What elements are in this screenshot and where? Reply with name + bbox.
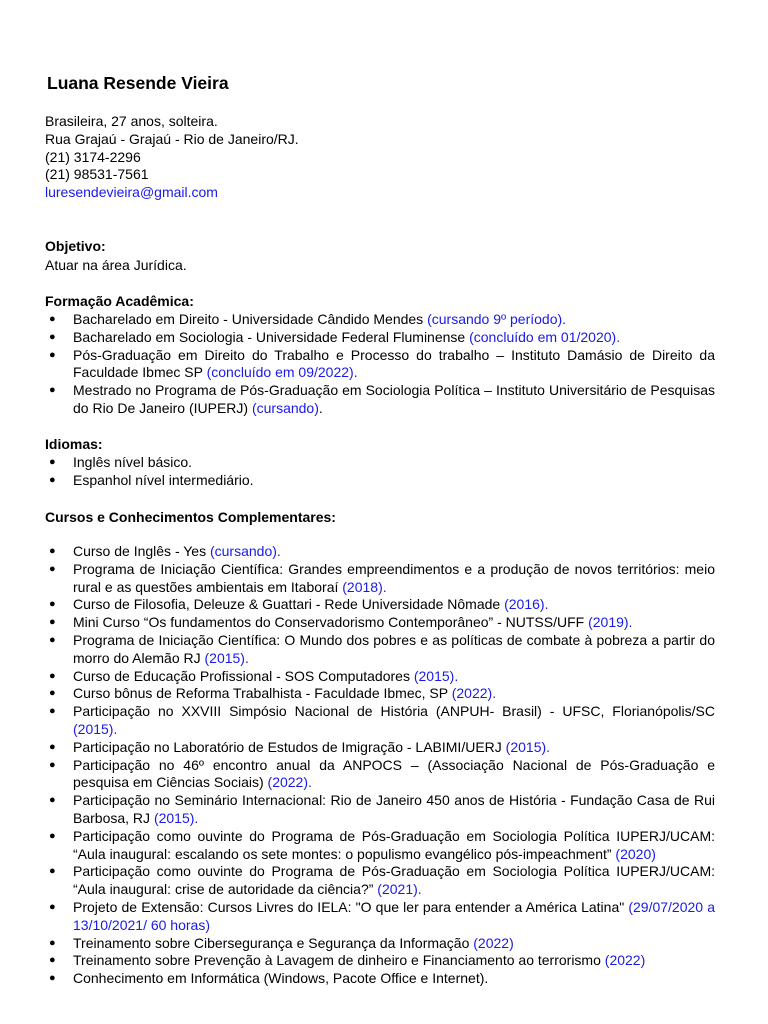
phone-2: (21) 98531-7561 (45, 166, 149, 183)
languages-item-text: Inglês nível básico. (73, 454, 193, 470)
courses-item-highlight: (cursando). (209, 543, 281, 559)
courses-item (45, 703, 715, 739)
education-item (45, 382, 715, 418)
courses-item-text: Participação como ouvinte do Programa de Pós-Graduação em Sociologia Política IUPERJ/UCAM: “Aula inaugural: escalando os sete montes: o populismo evangélico pós-impeachment” (73, 827, 715, 862)
courses-item-text: Participação como ouvinte do Programa de Pós-Graduação em Sociologia Política IUPERJ/UCAM: “Aula inaugural: crise de autoridade da ciência?” (73, 863, 715, 898)
courses-item-text: Projeto de Extensão: Cursos Livres do IELA: "O que ler para entender a América Latina" (73, 898, 629, 915)
courses-item-text: Programa de Iniciação Científica: Grandes empreendimentos e a produção de novos territórios: meio rural e as questões ambientais em Itaboraí (73, 560, 715, 595)
education-item (45, 329, 715, 347)
courses-item-text: Treinamento sobre Cibersegurança e Segurança da Informação (73, 934, 474, 951)
courses-item-text: Mini Curso “Os fundamentos do Conservadorismo Contemporâneo” - NUTSS/UFF (73, 614, 589, 631)
courses-item-highlight: (2022) (604, 952, 646, 969)
personal-info: Brasileira, 27 anos, solteira. (45, 113, 218, 129)
courses-item (45, 685, 715, 703)
courses-item-highlight: (2015). (204, 649, 249, 666)
person-name: Luana Resende Vieira (47, 73, 229, 93)
courses-item (45, 792, 715, 828)
education-item-text: Mestrado no Programa de Pós-Graduação em Sociologia Política – Instituto Universitário de Pesquisas do Rio De Janeiro (IUPERJ) (73, 382, 715, 416)
courses-item-text: Participação no Laboratório de Estudos de Imigração - LABIMI/UERJ (73, 738, 506, 755)
education-item-text: Bacharelado em Direito - Universidade Cândido Mendes (73, 311, 428, 327)
objective-text: Atuar na área Jurídica. (45, 257, 187, 273)
courses-item-highlight: (2015). (413, 667, 459, 684)
education-list (45, 311, 715, 418)
courses-item (45, 970, 715, 988)
languages-item (45, 454, 715, 472)
courses-item-highlight: (29/07/2020 a 13/10/2021/ 60 horas) (73, 898, 716, 933)
courses-item-highlight: (2022). (451, 685, 497, 702)
education-item (45, 311, 715, 329)
courses-item-text: Participação no Seminário Internacional: Rio de Janeiro 450 anos de História - Fundação Casa de Rui Barbosa, RJ (73, 792, 715, 826)
courses-item-highlight: (2022). (267, 774, 312, 791)
courses-item-text: Participação no 46º encontro anual da ANPOCS – (Associação Nacional de Pós-Graduação e pesquisa em Ciências Sociais) (73, 756, 715, 791)
courses-item (45, 863, 715, 899)
courses-item (45, 739, 715, 757)
courses-title: Cursos e Conhecimentos Complementares: (45, 509, 336, 525)
courses-item (45, 614, 715, 632)
courses-item-text: Treinamento sobre Prevenção à Lavagem de dinheiro e Financiamento ao terrorismo (73, 952, 605, 969)
courses-item-highlight: (2016). (504, 596, 549, 613)
courses-item (45, 668, 715, 686)
languages-title: Idiomas: (45, 436, 103, 452)
languages-item-text: Espanhol nível intermediário. (73, 471, 254, 488)
education-item-text: Pós-Graduação em Direito do Trabalho e Processo do trabalho – Instituto Damásio de Direito da Faculdade Ibmec SP (73, 346, 715, 381)
education-title: Formação Acadêmica: (45, 293, 194, 309)
contact-block (45, 113, 299, 202)
courses-item (45, 828, 715, 864)
education-item-highlight: (cursando 9º período). (427, 311, 567, 327)
education-item-highlight: (concluído em 09/2022). (206, 364, 358, 381)
courses-item-highlight: (2022) (473, 934, 514, 951)
courses-item-text: Conhecimento em Informática (Windows, Pacote Office e Internet). (73, 970, 489, 987)
objective-title: Objetivo: (45, 238, 106, 254)
courses-item-text: Curso bônus de Reforma Trabalhista - Faculdade Ibmec, SP (73, 685, 452, 702)
courses-item (45, 757, 715, 793)
courses-item-highlight: (2015). (153, 809, 199, 826)
courses-item-text: Curso de Filosofia, Deleuze & Guattari - Rede Universidade Nômade (73, 596, 505, 613)
courses-item (45, 935, 715, 953)
email-link[interactable]: luresendevieira@gmail.com (45, 184, 218, 201)
courses-item-highlight: (2015). (505, 738, 551, 755)
courses-item (45, 952, 715, 970)
education-item-highlight: (concluído em 01/2020). (469, 328, 621, 345)
courses-item-highlight: (2020) (615, 845, 656, 862)
courses-item-text: Programa de Iniciação Científica: O Mundo dos pobres e as políticas de combate à pobreza a partir do morro do Alemão RJ (73, 631, 715, 666)
education-item-tail: . (318, 399, 323, 416)
languages-list (45, 454, 715, 490)
courses-item-highlight: (2021). (377, 881, 422, 898)
courses-item (45, 596, 715, 614)
address: Rua Grajaú - Grajaú - Rio de Janeiro/RJ. (45, 130, 299, 147)
education-item-text: Bacharelado em Sociologia - Universidade Federal Fluminense (73, 328, 470, 345)
courses-list (45, 543, 715, 988)
courses-item-highlight: (2015). (73, 720, 118, 737)
courses-item-highlight: (2018). (342, 578, 387, 595)
education-item (45, 347, 715, 383)
courses-item-text: Curso de Educação Profissional - SOS Computadores (73, 667, 414, 684)
phone-1: (21) 3174-2296 (45, 148, 141, 165)
courses-item (45, 899, 715, 935)
courses-item-text: Curso de Inglês - Yes (73, 543, 210, 559)
courses-item (45, 561, 715, 597)
courses-item (45, 632, 715, 668)
languages-item (45, 472, 715, 490)
education-item-highlight: (cursando) (251, 399, 319, 416)
courses-item-highlight: (2019). (588, 614, 633, 631)
courses-item-text: Participação no XXVIII Simpósio Nacional de História (ANPUH- Brasil) - UFSC, Florianópolis/SC (73, 703, 715, 720)
courses-item (45, 543, 715, 561)
